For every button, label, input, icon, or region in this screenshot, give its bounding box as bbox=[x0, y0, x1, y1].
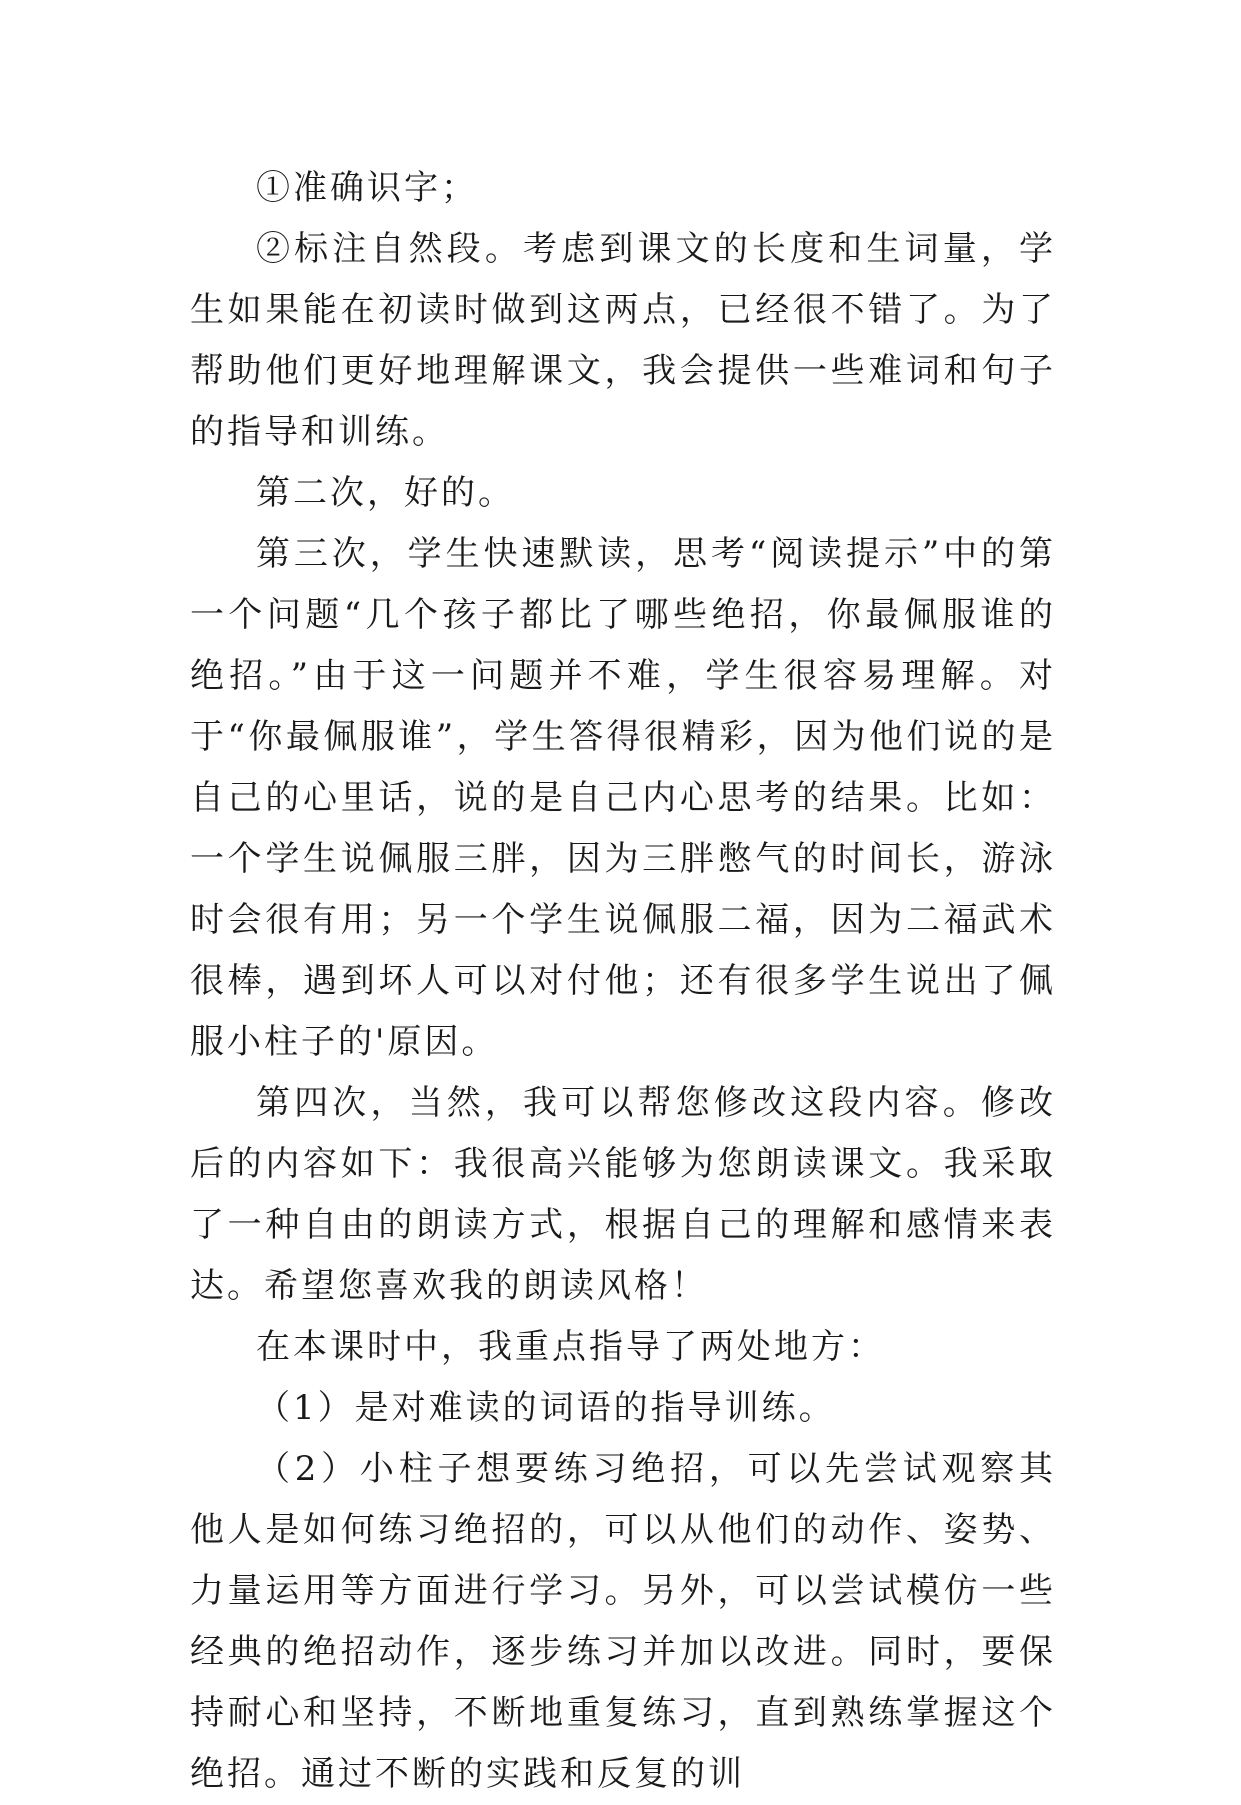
paragraph-fourth-reading: 第四次，当然，我可以帮您修改这段内容。修改后的内容如下：我很高兴能够为您朗读课文。我采取了一种自由的朗读方式，根据自己的理解和感情来表达。希望您喜欢我的朗读风格！ bbox=[190, 1083, 1056, 1306]
paragraph-focus-intro: 在本课时中，我重点指导了两处地方： bbox=[256, 1327, 885, 1367]
paragraph-step-2: ②标注自然段。考虑到课文的长度和生词量，学生如果能在初读时做到这两点，已经很不错了。为了帮助他们更好地理解课文，我会提供一些难词和句子的指导和训练。 bbox=[190, 229, 1056, 452]
paragraph-step-1: ①准确识字； bbox=[256, 168, 478, 208]
paragraph-second-reading: 第二次，好的。 bbox=[256, 473, 515, 513]
paragraph-third-reading: 第三次，学生快速默读，思考“阅读提示”中的第一个问题“几个孩子都比了哪些绝招，你最佩服谁的绝招。”由于这一问题并不难，学生很容易理解。对于“你最佩服谁”，学生答得很精彩，因为他们说的是自己的心里话，说的是自己内心思考的结果。比如：一个学生说佩服三胖，因为三胖憋气的时间长，游泳时会很有用；另一个学生说佩服二福，因为二福武术很棒，遇到坏人可以对付他；还有很多学生说出了佩服小柱子的'原因。 bbox=[190, 534, 1056, 1062]
paragraph-focus-1: （1）是对难读的词语的指导训练。 bbox=[256, 1388, 836, 1428]
paragraph-focus-2: （2）小柱子想要练习绝招，可以先尝试观察其他人是如何练习绝招的，可以从他们的动作、姿势、力量运用等方面进行学习。另外，可以尝试模仿一些经典的绝招动作，逐步练习并加以改进。同时，要保持耐心和坚持，不断地重复练习，直到熟练掌握这个绝招。通过不断的实践和反复的训 bbox=[190, 1449, 1056, 1794]
document-body bbox=[190, 158, 1056, 1805]
